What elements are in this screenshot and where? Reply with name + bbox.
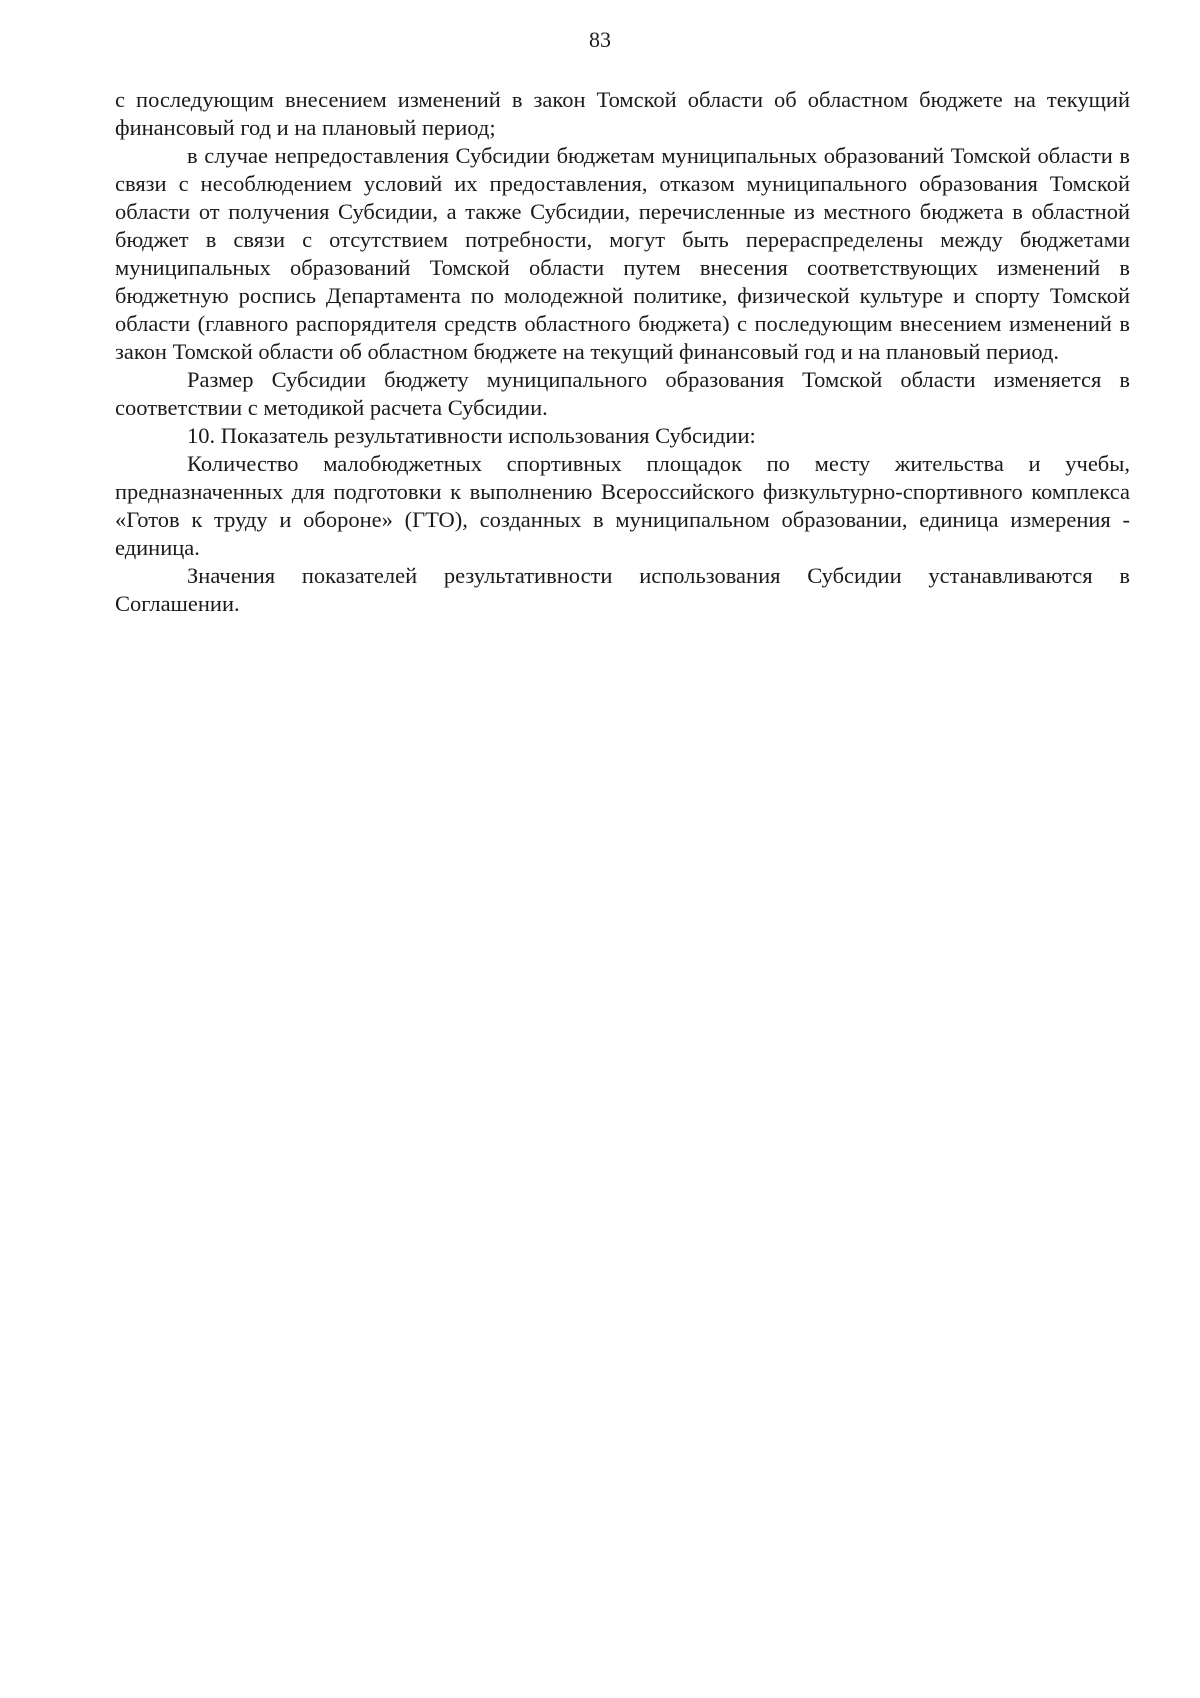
document-body — [115, 86, 1130, 618]
paragraph-indicator-values: Значения показателей результативности использования Субсидии устанавливаются в Соглашении. — [115, 563, 1130, 616]
paragraph-redistribution: в случае непредоставления Субсидии бюджетам муниципальных образований Томской области в связи с несоблюдением условий их предоставления, отказом муниципального образования Томской области от получения Субсидии, а также Субсидии, перечисленные из местного бюджета в областной бюджет в связи с отсутствием потребности, могут быть перераспределены между бюджетами муниципальных образований Томской области путем внесения соответствующих изменений в бюджетную роспись Департамента по молодежной политике, физической культуре и спорту Томской области (главного распорядителя средств областного бюджета) с последующим внесением изменений в закон Томской области об областном бюджете на текущий финансовый год и на плановый период. — [115, 143, 1130, 364]
paragraph-section-10-heading: 10. Показатель результативности использования Субсидии: — [187, 423, 756, 448]
paragraph-indicator-definition: Количество малобюджетных спортивных площадок по месту жительства и учебы, предназначенных для подготовки к выполнению Всероссийского физкультурно-спортивного комплекса «Готов к труду и обороне» (ГТО), созданных в муниципальном образовании, единица измерения - единица. — [115, 451, 1130, 560]
paragraph-subsidy-size: Размер Субсидии бюджету муниципального образования Томской области изменяется в соответствии с методикой расчета Субсидии. — [115, 367, 1130, 420]
paragraph-continuation: с последующим внесением изменений в закон Томской области об областном бюджете на текущий финансовый год и на плановый период; — [115, 87, 1130, 140]
page-number: 83 — [589, 27, 611, 52]
